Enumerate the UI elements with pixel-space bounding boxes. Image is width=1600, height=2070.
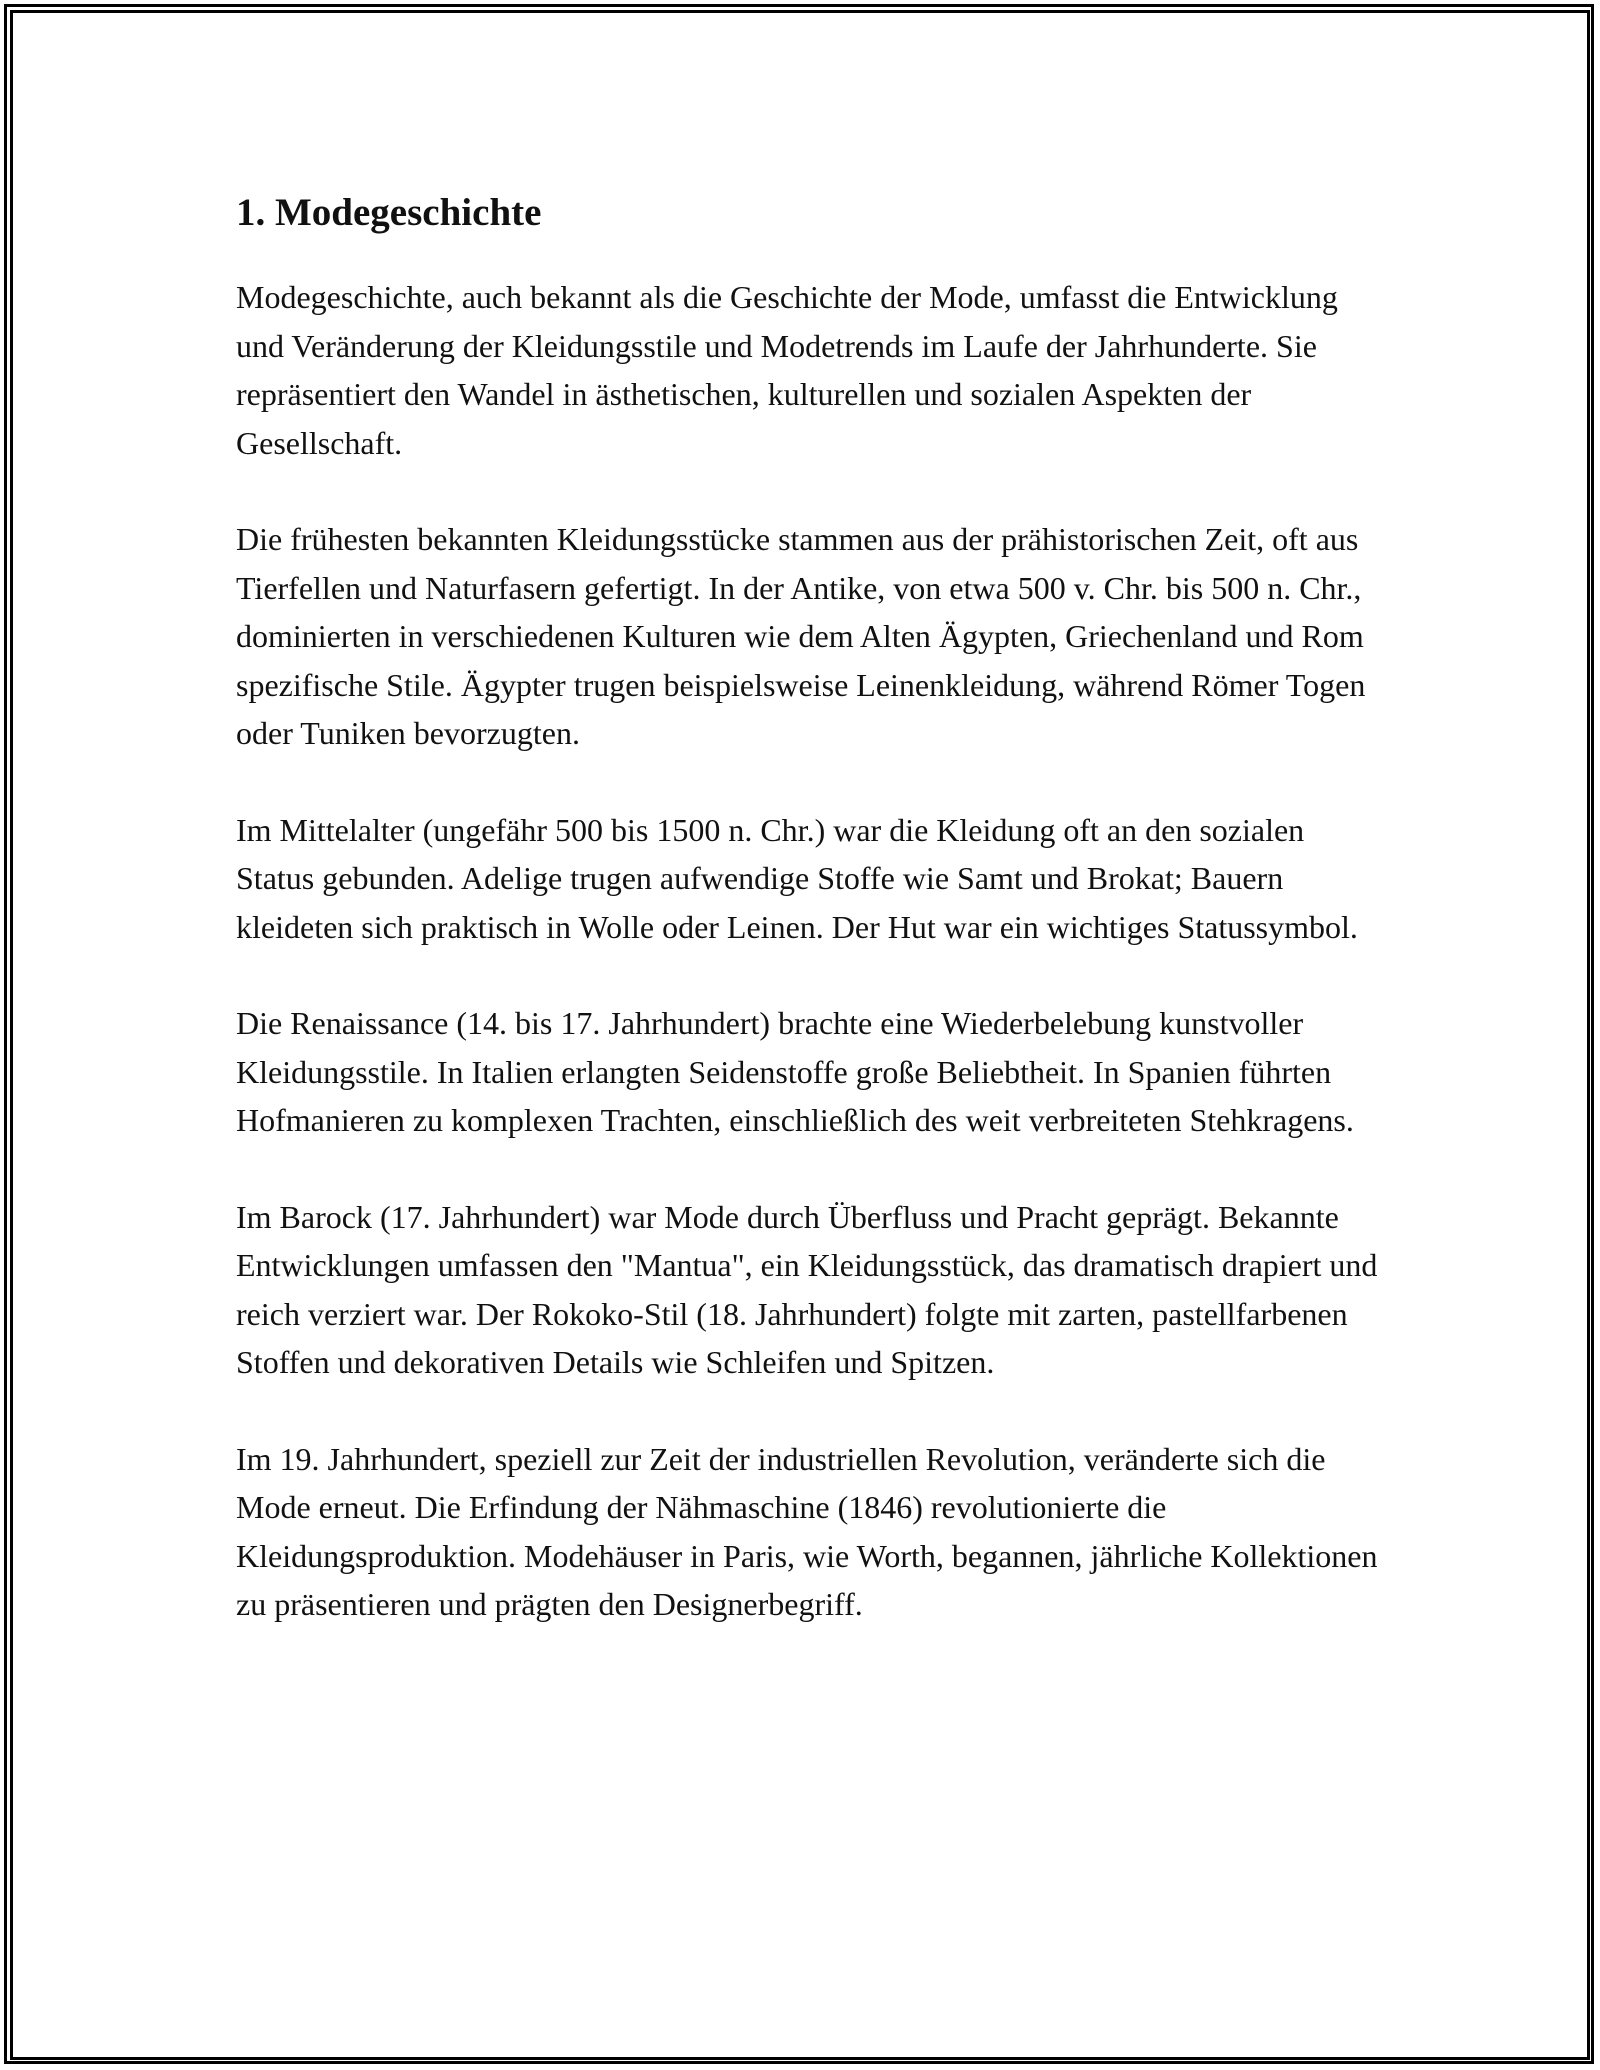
paragraph-middle-ages: Im Mittelalter (ungefähr 500 bis 1500 n. Chr.) war die Kleidung oft an den sozialen Status gebunden. Adelige trugen aufwendige Stoffe wie Samt und Brokat; Bauern kleideten sich praktisch in Wolle oder Leinen. Der Hut war ein wichtiges Statussymbol.: [236, 811, 1358, 945]
paragraph-antiquity: Die frühesten bekannten Kleidungsstücke stammen aus der prähistorischen Zeit, oft aus Tierfellen und Naturfasern gefertigt. In der Antike, von etwa 500 v. Chr. bis 500 n. Chr., dominierten in verschiedenen Kulturen wie dem Alten Ägypten, Griechenland und Rom spezifische Stile. Ägypter trugen beispielsweise Leinenkleidung, während Römer Togen oder Tuniken bevorzugten.: [236, 521, 1366, 751]
paragraph-baroque: Im Barock (17. Jahrhundert) war Mode durch Überfluss und Pracht geprägt. Bekannte Entwicklungen umfassen den "Mantua", ein Kleidungsstück, das dramatisch drapiert und reich verziert war. Der Rokoko-Stil (18. Jahrhundert) folgte mit zarten, pastellfarbenen Stoffen und dekorativen Details wie Schleifen und Spitzen.: [236, 1198, 1378, 1380]
paragraph-renaissance: Die Renaissance (14. bis 17. Jahrhundert) brachte eine Wiederbelebung kunstvoller Kleidungsstile. In Italien erlangten Seidenstoffe große Beliebtheit. In Spanien führten Hofmanieren zu komplexen Trachten, einschließlich des weit verbreiteten Stehkragens.: [236, 1005, 1354, 1138]
paragraph-19th-century: Im 19. Jahrhundert, speziell zur Zeit der industriellen Revolution, veränderte sich die Mode erneut. Die Erfindung der Nähmaschine (1846) revolutionierte die Kleidungsproduktion. Modehäuser in Paris, wie Worth, begannen, jährliche Kollektionen zu präsentieren und prägten den Designerbegriff.: [236, 1440, 1378, 1622]
paragraph-intro: Modegeschichte, auch bekannt als die Geschichte der Mode, umfasst die Entwicklung und Veränderung der Kleidungsstile und Modetrends im Laufe der Jahrhunderte. Sie repräsentiert den Wandel in ästhetischen, kulturellen und sozialen Aspekten der Gesellschaft.: [236, 279, 1338, 461]
section-heading: 1. Modegeschichte: [236, 191, 542, 234]
document-body: [236, 183, 1386, 1677]
